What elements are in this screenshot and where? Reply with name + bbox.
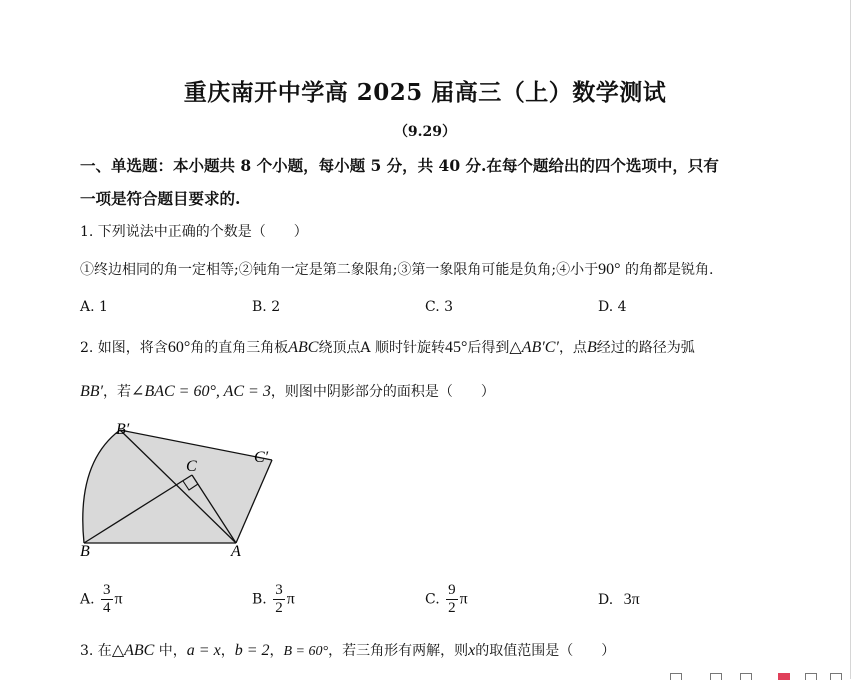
label-c: C (186, 458, 197, 475)
q2-text-6: 经过的路径为弧 (596, 340, 695, 356)
q2-option-d-letter: D. (598, 592, 614, 608)
section-heading-line2: 一项是符合题目要求的. (80, 189, 241, 208)
q2-option-b (252, 582, 295, 617)
q1-stem: 1. 下列说法中正确的个数是（ ） (80, 224, 308, 240)
q1-option-d: D. 4 (598, 299, 627, 315)
q2-option-c (425, 582, 468, 617)
q3-math-triangle: △ABC (111, 642, 155, 659)
q2-stem (80, 337, 695, 357)
label-a: A (231, 543, 241, 560)
q2-math-45deg: 45° (445, 339, 468, 356)
q2-text-4: 后得到 (467, 340, 510, 356)
q3-text-5: ，若三角形有两解，则 (328, 643, 469, 659)
q2-option-d-value: 3π (623, 591, 640, 608)
q2-math-60deg: 60° (167, 339, 191, 356)
q3-math-x: x (468, 642, 476, 659)
q2-option-b-letter: B. (252, 591, 267, 608)
q1-statements-tail: 的角都是锐角. (620, 262, 714, 278)
q3-text-4: ， (269, 643, 284, 659)
q2-math-b: B (586, 339, 597, 356)
page-title: 重庆南开中学高 2025 届高三（上）数学测试 (183, 79, 667, 106)
label-b-prime: B′ (116, 421, 130, 438)
q2-option-b-numerator: 3 (275, 582, 283, 598)
q3-math-angle: B = 60° (283, 644, 329, 659)
q2-stem-line2 (80, 381, 495, 401)
q3-text-6: 的取值范围是（ ） (475, 643, 616, 659)
q1-option-b: B. 2 (252, 299, 281, 315)
q2-option-a-fraction (101, 582, 113, 617)
q2-option-b-pi: π (286, 590, 295, 608)
q2-option-c-denominator: 2 (448, 600, 456, 616)
q2-option-a-numerator: 3 (103, 582, 111, 598)
q3-stem (80, 640, 615, 660)
q1-statements (80, 259, 713, 279)
q3-math-b: b = 2 (234, 642, 270, 659)
q2-math-triangle: △AB′C′ (509, 339, 559, 356)
q2-text-7: ，若 (103, 384, 132, 400)
viewer-toolbar (600, 671, 864, 679)
label-b: B (80, 543, 90, 560)
q2-math-condition: ∠BAC = 60°, AC = 3 (131, 383, 271, 400)
q2-option-c-letter: C. (425, 591, 440, 608)
q2-option-c-pi: π (459, 590, 468, 608)
q2-text-3: 绕顶点A 顺时针旋转 (318, 340, 445, 356)
q2-option-d (598, 591, 640, 609)
q3-text-1: 3. 在 (80, 643, 112, 659)
q2-text-2: 角的直角三角板 (190, 340, 289, 356)
q2-option-b-denominator: 2 (275, 600, 283, 616)
q3-text-2: 中， (154, 643, 187, 659)
q2-option-a-letter: A. (80, 591, 95, 608)
q2-option-a-denominator: 4 (103, 600, 111, 616)
q2-text-1: 2. 如图，将含 (80, 340, 168, 356)
q1-statements-text: ①终边相同的角一定相等;②钝角一定是第二象限角;③第一象限角可能是负角;④小于 (80, 262, 599, 278)
q2-option-c-fraction (446, 582, 458, 617)
q3-text-3: ， (220, 643, 235, 659)
q2-text-5: ，点 (558, 340, 587, 356)
q2-math-arc: BB′ (80, 383, 104, 400)
q2-option-a (80, 582, 123, 617)
q2-math-abc: ABC (288, 339, 319, 356)
q2-option-b-fraction (273, 582, 285, 617)
q3-math-a: a = x (186, 642, 221, 659)
q2-text-8: ，则图中阴影部分的面积是（ ） (270, 384, 495, 400)
exam-date: （9.29） (393, 124, 457, 140)
q2-geometry-figure (76, 418, 286, 563)
q2-option-a-pi: π (114, 590, 123, 608)
q2-option-c-numerator: 9 (448, 582, 456, 598)
q1-option-a: A. 1 (80, 299, 108, 315)
section-heading-line1: 一、单选题：本小题共 8 个小题，每小题 5 分，共 40 分.在每个题给出的四个选项中，只有 (80, 156, 719, 175)
q1-option-c: C. 3 (425, 299, 454, 315)
label-c-prime: C′ (254, 449, 269, 466)
q1-math-90deg: 90° (598, 261, 621, 278)
